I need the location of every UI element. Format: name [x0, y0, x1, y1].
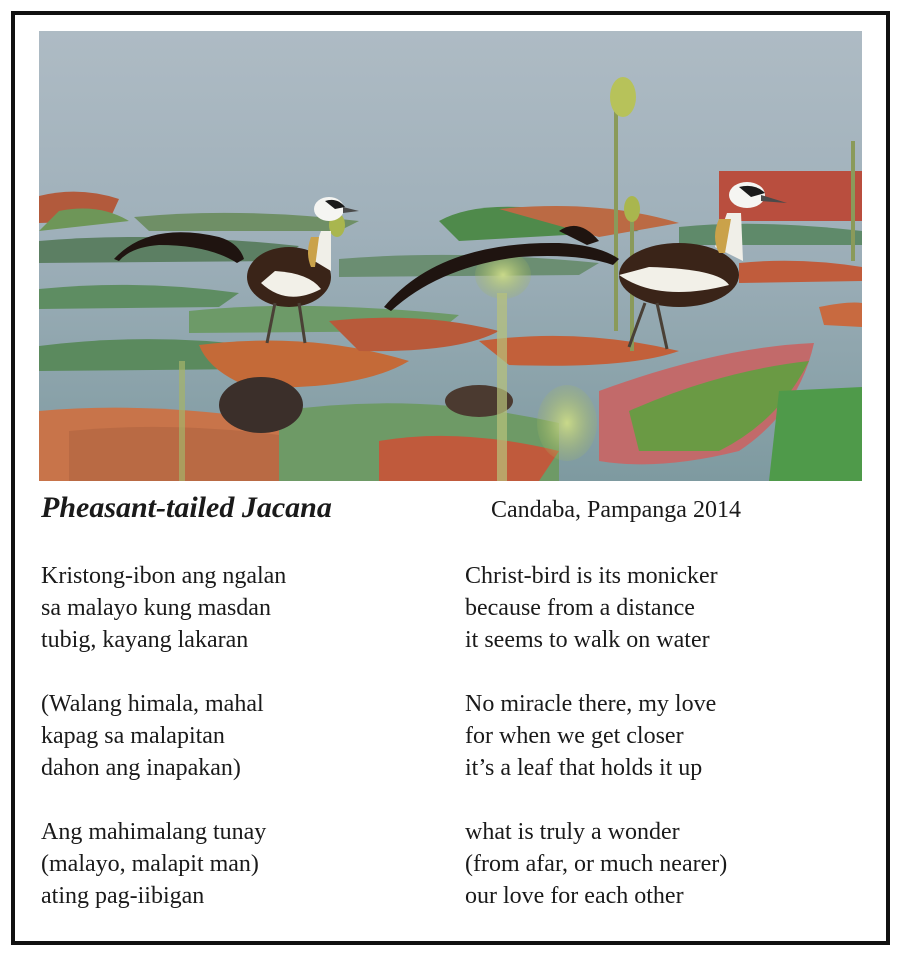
poem-line: our love for each other	[465, 883, 684, 909]
poem-line: Ang mahimalang tunay	[41, 819, 267, 845]
poem-line: because from a distance	[465, 595, 695, 621]
stanza-english-1	[465, 560, 875, 656]
poem-title: Pheasant-tailed Jacana	[41, 491, 332, 524]
poem-line: ating pag-iibigan	[41, 883, 205, 909]
poem-line: what is truly a wonder	[465, 819, 680, 845]
poem-line: dahon ang inapakan)	[41, 755, 241, 781]
poem-line: (Walang himala, mahal	[41, 691, 264, 717]
poem-english	[465, 560, 875, 944]
poem-line: Christ-bird is its monicker	[465, 563, 718, 589]
poem-card	[11, 11, 890, 945]
poem-line: tubig, kayang lakaran	[41, 627, 249, 653]
poem-line: No miracle there, my love	[465, 691, 717, 717]
stanza-english-2	[465, 688, 875, 784]
poem-line: it’s a leaf that holds it up	[465, 755, 703, 781]
poem-line: sa malayo kung masdan	[41, 595, 271, 621]
stanza-filipino-1	[41, 560, 441, 656]
poem-filipino	[41, 560, 441, 944]
stanza-filipino-2	[41, 688, 441, 784]
jacana-photo	[39, 31, 862, 481]
poem-line: it seems to walk on water	[465, 627, 710, 653]
poem-line: (from afar, or much nearer)	[465, 851, 728, 877]
poem-line: for when we get closer	[465, 723, 684, 749]
poem-line: Kristong-ibon ang ngalan	[41, 563, 287, 589]
poem-line: kapag sa malapitan	[41, 723, 225, 749]
stanza-english-3	[465, 816, 875, 912]
jacana-photo-illustration	[39, 31, 862, 481]
photo-location-date: Candaba, Pampanga 2014	[491, 497, 741, 523]
poem-line: (malayo, malapit man)	[41, 851, 259, 877]
stanza-filipino-3	[41, 816, 441, 912]
